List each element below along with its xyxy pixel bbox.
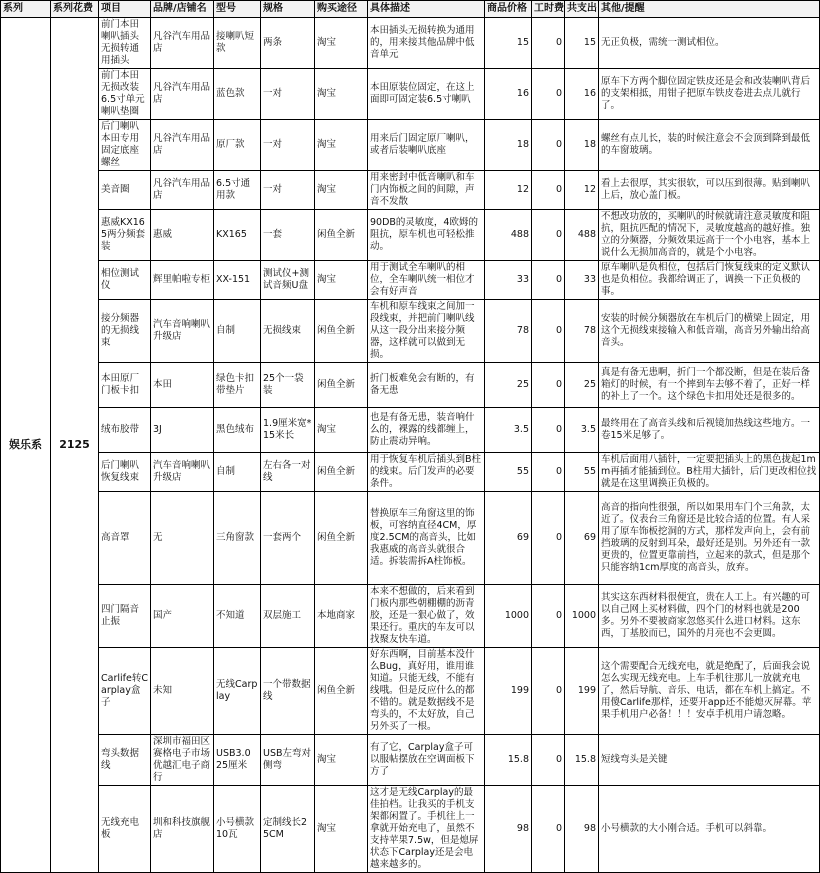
price-cell[interactable]: 16 [485, 69, 532, 120]
channel-cell[interactable]: 闲鱼全新 [315, 492, 368, 585]
total-cell[interactable]: 3.5 [565, 408, 599, 453]
spec-cell[interactable]: 测试仪+测试音频U盘 [261, 261, 315, 300]
table-row [1, 648, 820, 735]
description-cell[interactable]: 好东西啊，目前基本没什么Bug，真好用，谁用谁知道。只能无线，不能有线哦。但是反应什么的都不错的。就是数据线不是弯头的，不太好放，自己另外买了一根。 [368, 648, 485, 735]
total-cell[interactable]: 33 [565, 261, 599, 300]
brand-cell[interactable]: 汽车音响喇叭升级店 [151, 453, 214, 492]
channel-cell[interactable]: 闲鱼全新 [315, 210, 368, 261]
channel-cell[interactable]: 淘宝 [315, 408, 368, 453]
description-cell[interactable]: 本田插头无损转换为通用的，用来接其他品牌中低音单元 [368, 18, 485, 69]
table-row [1, 453, 820, 492]
price-cell[interactable]: 98 [485, 786, 532, 873]
total-cell[interactable]: 78 [565, 300, 599, 363]
description-cell[interactable]: 用来后门固定原厂喇叭，或者后装喇叭底座 [368, 120, 485, 171]
description-cell[interactable]: 用于测试全车喇叭的相位，全车喇叭统一相位才会有好声音 [368, 261, 485, 300]
note-cell[interactable]: 小号横款的大小刚合适。手机可以斜靠。 [599, 786, 820, 873]
channel-cell[interactable]: 淘宝 [315, 786, 368, 873]
header-labor[interactable]: 工时费 [532, 1, 565, 18]
labor-cell[interactable]: 0 [532, 120, 565, 171]
model-cell[interactable]: 小号横款10瓦 [214, 786, 261, 873]
table-row [1, 69, 820, 120]
note-cell[interactable]: 无正负极，需统一测试相位。 [599, 18, 820, 69]
spec-cell[interactable]: 双层施工 [261, 585, 315, 648]
spec-cell[interactable]: 一对 [261, 69, 315, 120]
item-cell[interactable]: 惠威KX165两分频套装 [99, 210, 151, 261]
item-cell[interactable]: Carlife转Carplay盒子 [99, 648, 151, 735]
table-row [1, 492, 820, 585]
note-cell[interactable]: 高音的指向性很强，所以如果用车门个三角款，太近了。仪表台三角窗还是比较合适的位置。有人采用了原车饰板挖洞的方式，那样发声向上，会有前挡玻璃的反射到耳朵，最好还是别。另外还有一款更贵的，位置更靠前挡，立起来的款式，但是那个只能容纳1cm厚度的高音头，放弃。 [599, 492, 820, 585]
item-cell[interactable]: 本田原厂门板卡扣 [99, 363, 151, 408]
price-cell[interactable]: 15.8 [485, 735, 532, 786]
brand-cell[interactable]: 圳和科技旗舰店 [151, 786, 214, 873]
price-cell[interactable]: 69 [485, 492, 532, 585]
note-cell[interactable]: 其实这东西材料很便宜，贵在人工上。有兴趣的可以自己网上买材料做，四个门的材料也就是200多。另外不要被商家忽悠买什么进口材料。这东西，丁基胶而已，国外的月亮也不会更圆。 [599, 585, 820, 648]
table-row [1, 300, 820, 363]
price-cell[interactable]: 55 [485, 453, 532, 492]
description-cell[interactable]: 90DB的灵敏度，4欧姆的阻抗，原车机也可轻松推动。 [368, 210, 485, 261]
header-model[interactable]: 型号 [214, 1, 261, 18]
price-cell[interactable]: 25 [485, 363, 532, 408]
item-cell[interactable]: 绒布胶带 [99, 408, 151, 453]
price-cell[interactable]: 1000 [485, 585, 532, 648]
description-cell[interactable]: 本来不想做的，后来看到门板内那些朝棚棚的沥青胶，还是一狠心做了，效果还行。重庆的车友可以找聚友快车道。 [368, 585, 485, 648]
description-cell[interactable]: 也是有备无患，装音响什么的，裸露的线都缠上，防止震动异响。 [368, 408, 485, 453]
note-cell[interactable]: 看上去很厚，其实很软，可以压到很薄。贴到喇叭上后，放心盖门板。 [599, 171, 820, 210]
brand-cell[interactable]: 本田 [151, 363, 214, 408]
header-row [1, 1, 820, 18]
brand-cell[interactable]: 深圳市福田区赛格电子市场优越汇电子商行 [151, 735, 214, 786]
total-cell[interactable]: 69 [565, 492, 599, 585]
spec-cell[interactable]: 定制线长25CM [261, 786, 315, 873]
total-cell[interactable]: 1000 [565, 585, 599, 648]
header-spec[interactable]: 规格 [261, 1, 315, 18]
item-cell[interactable]: 前门本田喇叭插头无损转通用插头 [99, 18, 151, 69]
spec-cell[interactable]: 1.9厘米宽*15米长 [261, 408, 315, 453]
table-row [1, 261, 820, 300]
table-body [1, 18, 820, 873]
note-cell[interactable]: 安装的时候分频器放在车机后门的横梁上固定，用这个无损线束接输入和低音端，高音另外输出给高音头。 [599, 300, 820, 363]
model-cell[interactable]: 无线Carplay [214, 648, 261, 735]
item-cell[interactable]: 美音圈 [99, 171, 151, 210]
total-cell[interactable]: 16 [565, 69, 599, 120]
header-series-cost[interactable]: 系列花费 [51, 1, 99, 18]
total-cell[interactable]: 98 [565, 786, 599, 873]
labor-cell[interactable]: 0 [532, 585, 565, 648]
brand-cell[interactable]: 无 [151, 492, 214, 585]
note-cell[interactable]: 原车下方两个脚位固定铁皮还是会和改装喇叭背后的支架相抵，用钳子把原车铁皮卷进去点儿就行了。 [599, 69, 820, 120]
brand-cell[interactable]: 未知 [151, 648, 214, 735]
model-cell[interactable]: 自制 [214, 300, 261, 363]
channel-cell[interactable]: 淘宝 [315, 69, 368, 120]
brand-cell[interactable]: 3J [151, 408, 214, 453]
price-cell[interactable]: 488 [485, 210, 532, 261]
model-cell[interactable]: 三角窗款 [214, 492, 261, 585]
spec-cell[interactable]: 无损线束 [261, 300, 315, 363]
price-cell[interactable]: 33 [485, 261, 532, 300]
brand-cell[interactable]: 凡谷汽车用品店 [151, 171, 214, 210]
model-cell[interactable]: 6.5寸通用款 [214, 171, 261, 210]
model-cell[interactable]: 绿色卡扣带垫片 [214, 363, 261, 408]
total-cell[interactable]: 199 [565, 648, 599, 735]
series-cell[interactable]: 娱乐系 [1, 18, 51, 873]
channel-cell[interactable]: 闲鱼全新 [315, 363, 368, 408]
channel-cell[interactable]: 闲鱼全新 [315, 453, 368, 492]
labor-cell[interactable]: 0 [532, 492, 565, 585]
model-cell[interactable]: 黑色绒布 [214, 408, 261, 453]
table-row [1, 735, 820, 786]
price-cell[interactable]: 18 [485, 120, 532, 171]
total-cell[interactable]: 488 [565, 210, 599, 261]
header-series[interactable]: 系列 [1, 1, 51, 18]
labor-cell[interactable]: 0 [532, 171, 565, 210]
labor-cell[interactable]: 0 [532, 210, 565, 261]
model-cell[interactable]: 蓝色款 [214, 69, 261, 120]
item-cell[interactable]: 四门隔音止振 [99, 585, 151, 648]
note-cell[interactable]: 这个需要配合无线充电，就是绝配了，后面我会说怎么实现无线充电。上车手机往那儿一放就充电了，然后导航、音乐、电话，都在车机上搞定。不用傻Carlife那样，还要开app还不能熄灭屏幕。苹果手机用户必备！！！安卓手机用户请忽略。 [599, 648, 820, 735]
header-note[interactable]: 其他/提醒 [599, 1, 820, 18]
spec-cell[interactable]: 一套 [261, 210, 315, 261]
total-cell[interactable]: 15 [565, 18, 599, 69]
total-cell[interactable]: 15.8 [565, 735, 599, 786]
table-row [1, 408, 820, 453]
price-cell[interactable]: 12 [485, 171, 532, 210]
spec-cell[interactable]: USB左弯对侧弯 [261, 735, 315, 786]
channel-cell[interactable]: 淘宝 [315, 18, 368, 69]
table-row [1, 120, 820, 171]
spec-cell[interactable]: 左右各一对线 [261, 453, 315, 492]
brand-cell[interactable]: 国产 [151, 585, 214, 648]
labor-cell[interactable]: 0 [532, 69, 565, 120]
table-row [1, 786, 820, 873]
description-cell[interactable]: 本田原装位固定，在这上面即可固定装6.5寸喇叭 [368, 69, 485, 120]
labor-cell[interactable]: 0 [532, 18, 565, 69]
item-cell[interactable]: 无线充电板 [99, 786, 151, 873]
channel-cell[interactable]: 淘宝 [315, 261, 368, 300]
channel-cell[interactable]: 淘宝 [315, 120, 368, 171]
header-item[interactable]: 项目 [99, 1, 151, 18]
header-channel[interactable]: 购买途径 [315, 1, 368, 18]
table-row [1, 363, 820, 408]
description-cell[interactable]: 替换原车三角窗这里的饰板，可容纳直径4CM，厚度2.5CM的高音头，比如我惠威的高音头就很合适。拆装需拆A柱饰板。 [368, 492, 485, 585]
spec-cell[interactable]: 一套两个 [261, 492, 315, 585]
header-brand[interactable]: 品牌/店铺名 [151, 1, 214, 18]
channel-cell[interactable]: 淘宝 [315, 171, 368, 210]
total-cell[interactable]: 18 [565, 120, 599, 171]
spec-cell[interactable]: 25个一袋装 [261, 363, 315, 408]
header-price[interactable]: 商品价格 [485, 1, 532, 18]
labor-cell[interactable]: 0 [532, 648, 565, 735]
price-cell[interactable]: 3.5 [485, 408, 532, 453]
model-cell[interactable]: USB3.0 25厘米 [214, 735, 261, 786]
table-row [1, 18, 820, 69]
series-total-cell[interactable]: 2125 [51, 18, 99, 873]
note-cell[interactable]: 螺丝有点儿长，装的时候注意会不会顶到降到最低的车窗玻璃。 [599, 120, 820, 171]
channel-cell[interactable]: 本地商家 [315, 585, 368, 648]
model-cell[interactable]: KX165 [214, 210, 261, 261]
brand-cell[interactable]: 凡谷汽车用品店 [151, 18, 214, 69]
model-cell[interactable]: 不知道 [214, 585, 261, 648]
item-cell[interactable]: 后门喇叭恢复线束 [99, 453, 151, 492]
note-cell[interactable]: 原车喇叭是负相位，包括后门恢复线束的定义默认也是负相位。我都给调正了，调换一下正负极的事。 [599, 261, 820, 300]
brand-cell[interactable]: 惠威 [151, 210, 214, 261]
item-cell[interactable]: 相位测试仪 [99, 261, 151, 300]
note-cell[interactable]: 不想改功放的，买喇叭的时候就请注意灵敏度和阻抗，阻抗匹配的情况下，灵敏度越高的越好推。独立的分频器，分频效果远高于一个小电容，基本上说什么无损加高音的，就是个小电容。 [599, 210, 820, 261]
total-cell[interactable]: 55 [565, 453, 599, 492]
labor-cell[interactable]: 0 [532, 786, 565, 873]
note-cell[interactable]: 最终用在了高音头线和后视镜加热线这些地方。一卷15米足够了。 [599, 408, 820, 453]
item-cell[interactable]: 弯头数据线 [99, 735, 151, 786]
spec-cell[interactable]: 一对 [261, 171, 315, 210]
header-description[interactable]: 具体描述 [368, 1, 485, 18]
channel-cell[interactable]: 闲鱼全新 [315, 648, 368, 735]
labor-cell[interactable]: 0 [532, 408, 565, 453]
total-cell[interactable]: 12 [565, 171, 599, 210]
item-cell[interactable]: 后门喇叭本田专用固定底座螺丝 [99, 120, 151, 171]
item-cell[interactable]: 前门本田无损改装6.5寸单元喇叭垫圈 [99, 69, 151, 120]
labor-cell[interactable]: 0 [532, 363, 565, 408]
brand-cell[interactable]: 凡谷汽车用品店 [151, 69, 214, 120]
price-cell[interactable]: 15 [485, 18, 532, 69]
description-cell[interactable]: 折门板难免会有断的，有备无患 [368, 363, 485, 408]
labor-cell[interactable]: 0 [532, 453, 565, 492]
model-cell[interactable]: 自制 [214, 453, 261, 492]
table-row [1, 585, 820, 648]
description-cell[interactable]: 用来密封中低音喇叭和车门内饰板之间的间隙，声音不发散 [368, 171, 485, 210]
description-cell[interactable]: 这才是无线Carplay的最佳拍档。让我买的手机支架都闲置了。手机往上一拿就开始充电了，虽然不支持苹果7.5w，但是熄屏状态下Carplay还是会电越来越多的。 [368, 786, 485, 873]
brand-cell[interactable]: 汽车音响喇叭升级店 [151, 300, 214, 363]
table-row [1, 210, 820, 261]
brand-cell[interactable]: 辉里帕啦专柜 [151, 261, 214, 300]
labor-cell[interactable]: 0 [532, 300, 565, 363]
brand-cell[interactable]: 凡谷汽车用品店 [151, 120, 214, 171]
description-cell[interactable]: 有了它，Carplay盒子可以服帖摆放在空调面板下方了 [368, 735, 485, 786]
item-cell[interactable]: 高音罩 [99, 492, 151, 585]
note-cell[interactable]: 真是有备无患啊，折门一个都没断，但是在装后备箱灯的时候，有一个摔到车去够不着了，正好一样的补上了一个。这个绿色卡扣用处还是很多的。 [599, 363, 820, 408]
price-cell[interactable]: 199 [485, 648, 532, 735]
spec-cell[interactable]: 两条 [261, 18, 315, 69]
labor-cell[interactable]: 0 [532, 261, 565, 300]
labor-cell[interactable]: 0 [532, 735, 565, 786]
total-cell[interactable]: 25 [565, 363, 599, 408]
channel-cell[interactable]: 淘宝 [315, 735, 368, 786]
table-row [1, 171, 820, 210]
channel-cell[interactable]: 闲鱼全新 [315, 300, 368, 363]
item-cell[interactable]: 接分频器的无损线束 [99, 300, 151, 363]
description-cell[interactable]: 用于恢复车机后插头到B柱的线束。后门发声的必要条件。 [368, 453, 485, 492]
price-cell[interactable]: 78 [485, 300, 532, 363]
header-total[interactable]: 共支出 [565, 1, 599, 18]
model-cell[interactable]: XX-151 [214, 261, 261, 300]
model-cell[interactable]: 原厂款 [214, 120, 261, 171]
spec-cell[interactable]: 一对 [261, 120, 315, 171]
note-cell[interactable]: 短线弯头是关键 [599, 735, 820, 786]
note-cell[interactable]: 车机后面用八插针，一定要把插头上的黑色拢起1mm再插才能插到位。B柱用大插针，后门更改相位找就是在这里调换正负极的。 [599, 453, 820, 492]
model-cell[interactable]: 接喇叭短款 [214, 18, 261, 69]
spec-cell[interactable]: 一个带数据线 [261, 648, 315, 735]
description-cell[interactable]: 车机和原车线束之间加一段线束，并把前门喇叭线从这一段分出来接分频器，这样就可以做到无损。 [368, 300, 485, 363]
